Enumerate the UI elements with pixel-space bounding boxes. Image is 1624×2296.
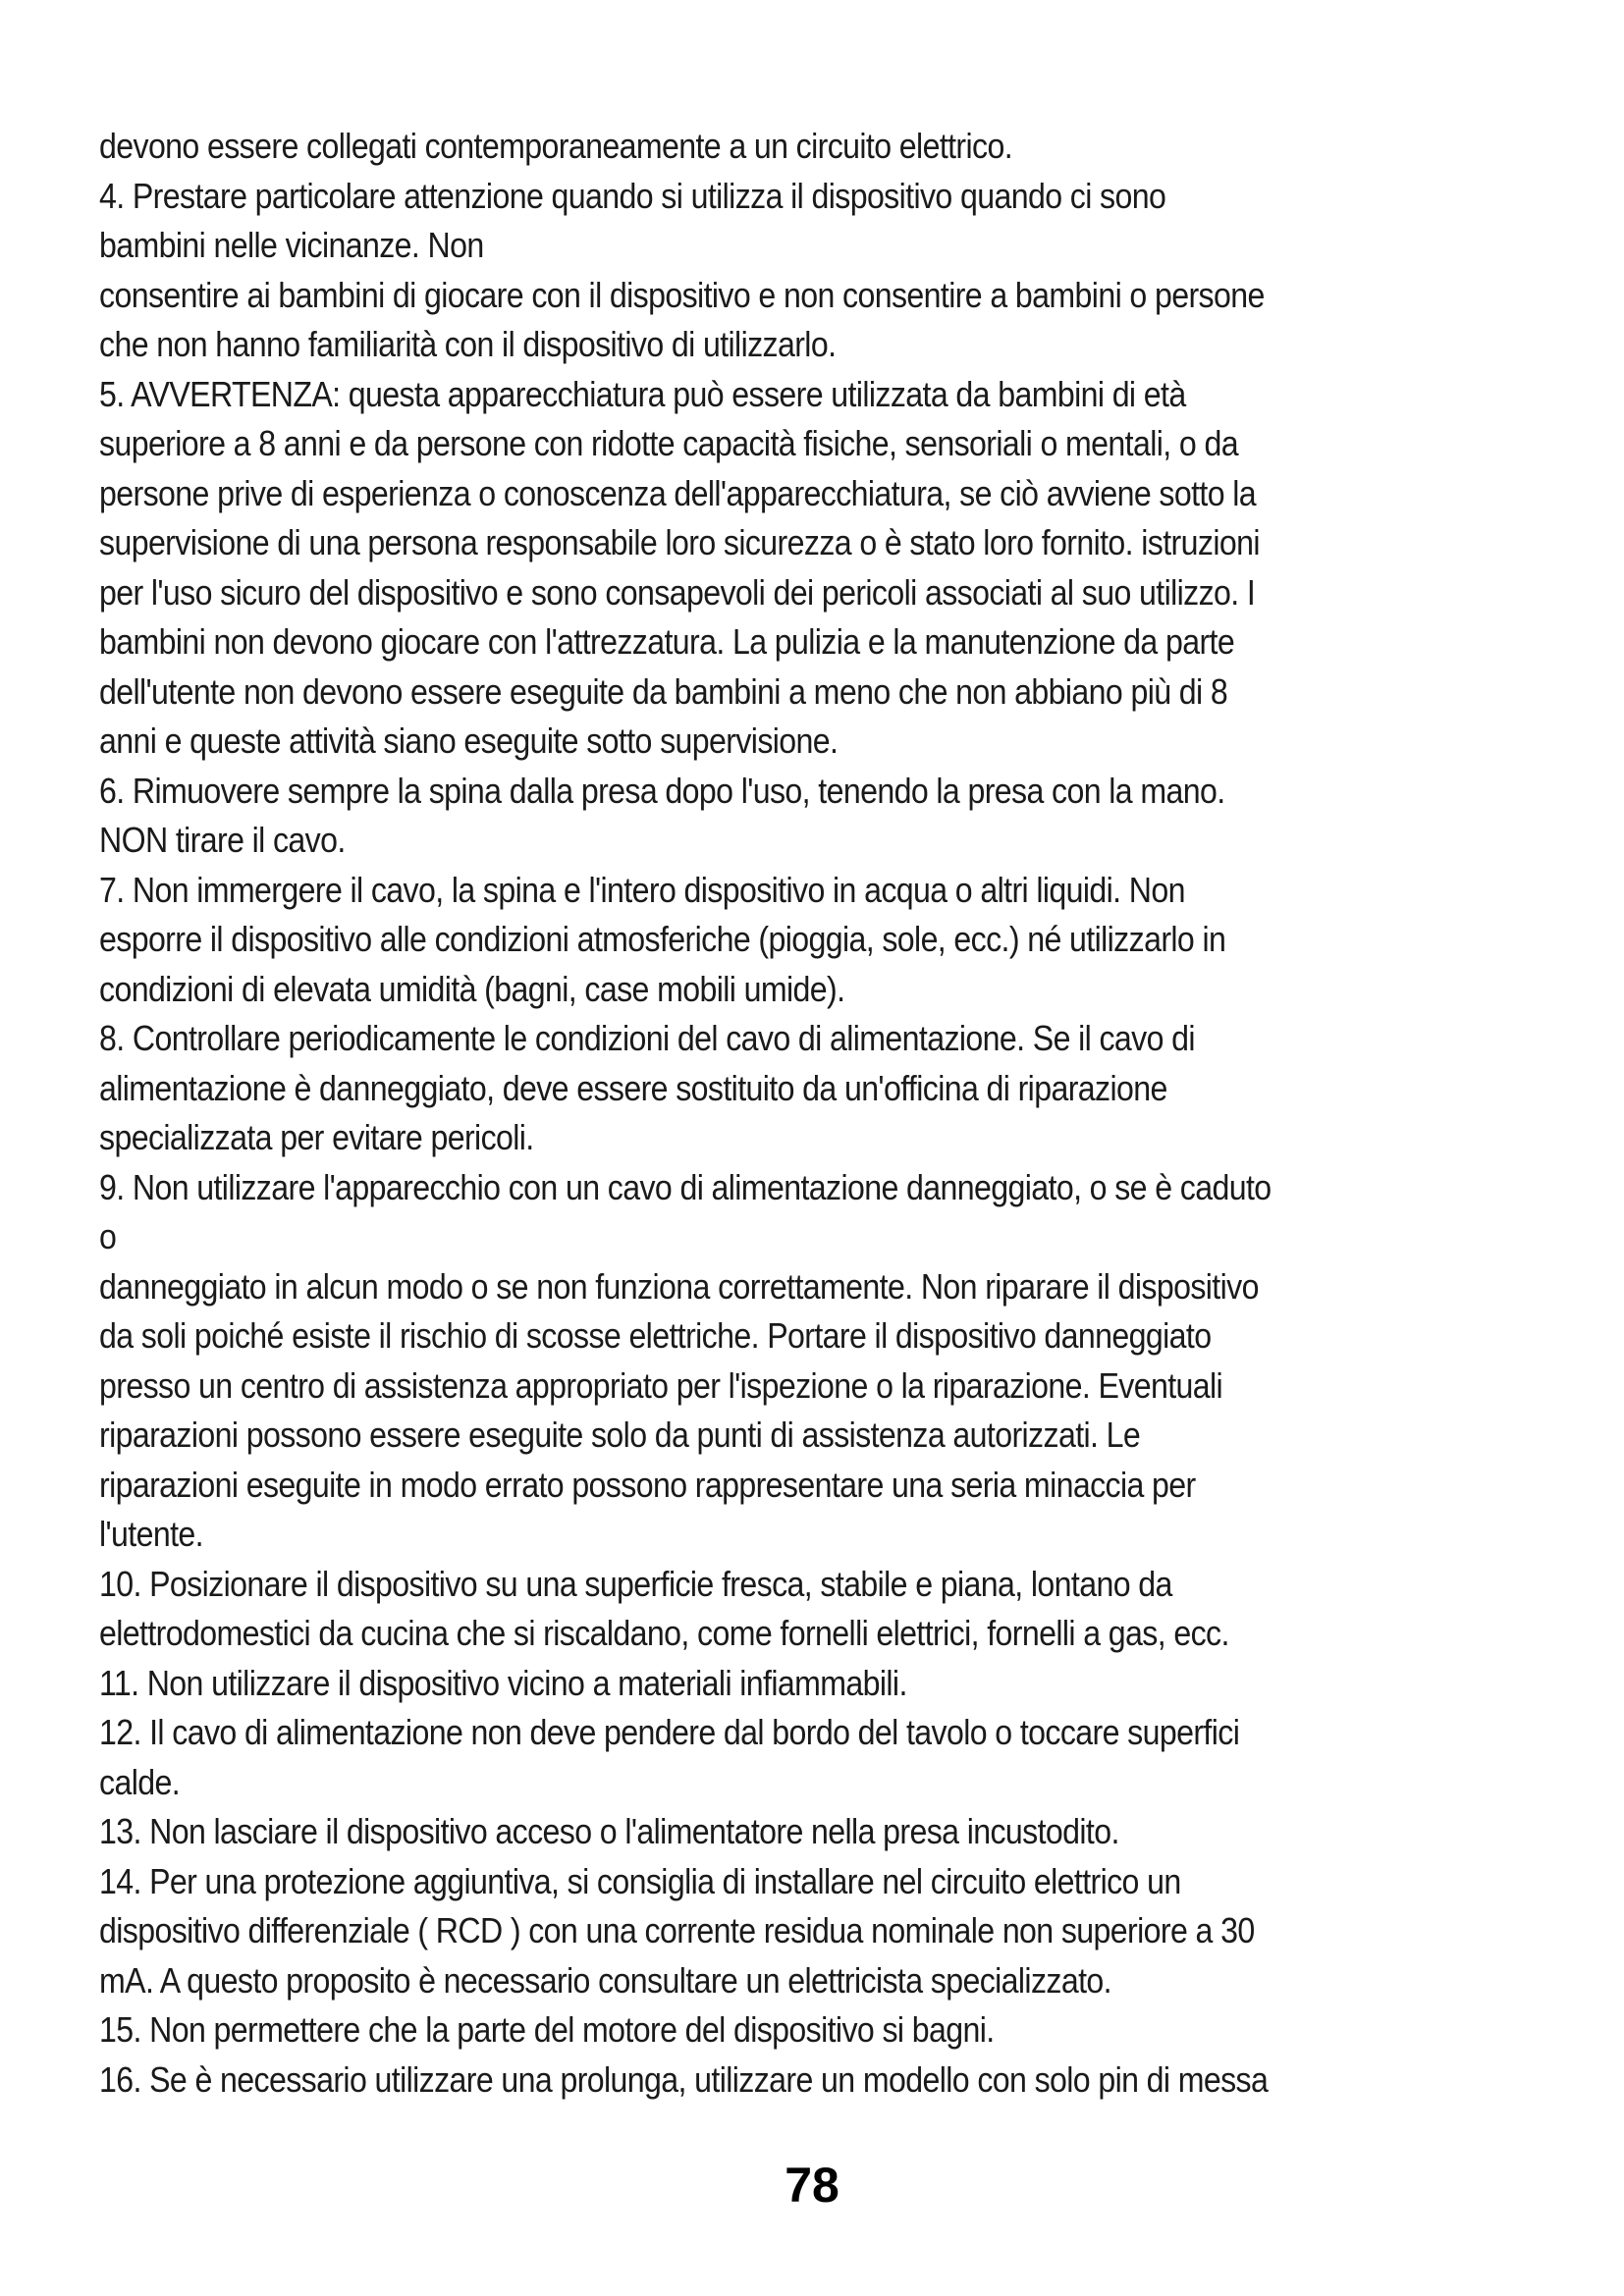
text-line: bambini nelle vicinanze. Non: [99, 225, 484, 265]
text-line: l'utente.: [99, 1514, 203, 1554]
text-line: esporre il dispositivo alle condizioni atmosferiche (pioggia, sole, ecc.) né utilizzarlo in: [99, 919, 1226, 959]
page-number: 78: [785, 2158, 839, 2213]
text-line: presso un centro di assistenza appropriato per l'ispezione o la riparazione. Eventuali: [99, 1364, 1223, 1406]
text-line: dell'utente non devono essere eseguite da bambini a meno che non abbiano più di 8: [99, 670, 1228, 712]
text-line: mA. A questo proposito è necessario consultare un elettricista specializzato.: [99, 1959, 1111, 2001]
text-line: calde.: [99, 1761, 181, 1802]
text-line: 12. Il cavo di alimentazione non deve pendere dal bordo del tavolo o toccare superfici: [99, 1712, 1240, 1752]
text-line: bambini non devono giocare con l'attrezzatura. La pulizia e la manutenzione da parte: [99, 621, 1235, 662]
text-line: elettrodomestici da cucina che si riscaldano, come fornelli elettrici, fornelli a gas, ecc.: [99, 1613, 1229, 1653]
text-line: 4. Prestare particolare attenzione quando si utilizza il dispositivo quando ci sono: [99, 175, 1166, 216]
body-text: [99, 122, 1523, 2105]
text-line: riparazioni eseguite in modo errato possono rappresentare una seria minaccia per: [99, 1464, 1196, 1505]
text-line: specializzata per evitare pericoli.: [99, 1117, 534, 1157]
text-line: superiore a 8 anni e da persone con ridotte capacità fisiche, sensoriali o mentali, o da: [99, 423, 1238, 463]
text-line: 13. Non lasciare il dispositivo acceso o l'alimentatore nella presa incustodito.: [99, 1811, 1119, 1851]
text-line: dispositivo differenziale ( RCD ) con una corrente residua nominale non superiore a 30: [99, 1910, 1255, 1950]
text-line: 10. Posizionare il dispositivo su una superficie fresca, stabile e piana, lontano da: [99, 1563, 1172, 1604]
text-line: 16. Se è necessario utilizzare una prolunga, utilizzare un modello con solo pin di messa: [99, 2058, 1269, 2100]
text-line: alimentazione è danneggiato, deve essere sostituito da un'officina di riparazione: [99, 1067, 1167, 1108]
text-line: 5. AVVERTENZA: questa apparecchiatura può essere utilizzata da bambini di età: [99, 373, 1186, 414]
text-line: 11. Non utilizzare il dispositivo vicino a materiali infiammabili.: [99, 1662, 907, 1703]
text-line: per l'uso sicuro del dispositivo e sono consapevoli dei pericoli associati al suo utilizzo. I: [99, 571, 1256, 613]
text-line: 15. Non permettere che la parte del motore del dispositivo si bagni.: [99, 2009, 995, 2050]
text-line: persone prive di esperienza o conoscenza dell'apparecchiatura, se ciò avviene sotto la: [99, 472, 1257, 513]
text-line: riparazioni possono essere eseguite solo da punti di assistenza autorizzati. Le: [99, 1415, 1141, 1455]
text-line: anni e queste attività siano eseguite sotto supervisione.: [99, 721, 839, 761]
text-line: devono essere collegati contemporaneamente a un circuito elettrico.: [99, 126, 1013, 166]
text-line: 7. Non immergere il cavo, la spina e l'intero dispositivo in acqua o altri liquidi. Non: [99, 869, 1185, 910]
text-line: supervisione di una persona responsabile loro sicurezza o è stato loro fornito. istruzioni: [99, 522, 1260, 562]
text-line: o: [99, 1216, 117, 1256]
text-line: 9. Non utilizzare l'apparecchio con un cavo di alimentazione danneggiato, o se è caduto: [99, 1166, 1272, 1207]
text-line: da soli poiché esiste il rischio di scosse elettriche. Portare il dispositivo danneggiato: [99, 1315, 1212, 1356]
text-line: NON tirare il cavo.: [99, 820, 346, 860]
text-line: che non hanno familiarità con il dispositivo di utilizzarlo.: [99, 324, 837, 364]
text-line: 6. Rimuovere sempre la spina dalla presa dopo l'uso, tenendo la presa con la mano.: [99, 770, 1225, 811]
text-line: danneggiato in alcun modo o se non funziona correttamente. Non riparare il dispositivo: [99, 1265, 1259, 1307]
text-line: condizioni di elevata umidità (bagni, case mobili umide).: [99, 968, 845, 1009]
text-line: 14. Per una protezione aggiuntiva, si consiglia di installare nel circuito elettrico un: [99, 1860, 1181, 1901]
text-line: 8. Controllare periodicamente le condizioni del cavo di alimentazione. Se il cavo di: [99, 1018, 1195, 1058]
text-line: consentire ai bambini di giocare con il dispositivo e non consentire a bambini o persone: [99, 274, 1265, 315]
